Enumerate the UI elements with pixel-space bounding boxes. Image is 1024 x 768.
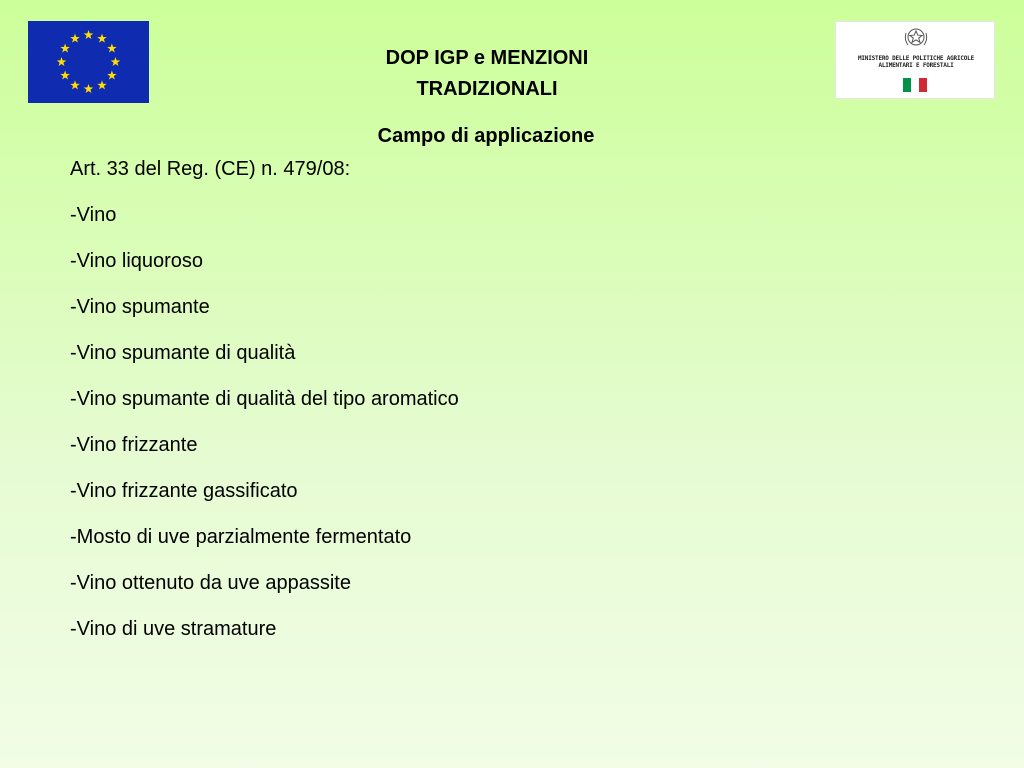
star-icon [107,44,117,53]
star-icon [84,84,94,93]
list-item: -Vino [70,204,117,226]
list-item: -Vino spumante di qualità del tipo aromatico [70,388,459,410]
star-icon [107,71,117,80]
ministry-logo [835,21,995,99]
slide-title-line2: TRADIZIONALI [416,78,558,100]
star-icon [111,57,121,66]
ministry-name-line1: MINISTERO DELLE POLITICHE AGRICOLE [857,55,975,62]
star-icon [70,80,80,89]
list-item: -Vino ottenuto da uve appassite [70,572,351,594]
list-item: -Mosto di uve parzialmente fermentato [70,526,412,548]
italian-republic-emblem-icon [836,22,996,56]
regulation-reference: Art. 33 del Reg. (CE) n. 479/08: [70,158,351,180]
slide-content [70,155,830,643]
list-item: -Vino frizzante [70,434,198,456]
eu-stars-circle [28,21,149,103]
wine-category-list [70,201,830,643]
italian-flag-icon [903,78,927,92]
star-icon [97,34,107,43]
star-icon [60,44,70,53]
slide-subtitle: Campo di applicazione [377,125,595,147]
list-item: -Vino spumante [70,296,210,318]
ministry-name-line2: ALIMENTARI E FORESTALI [878,62,954,69]
star-icon [60,71,70,80]
list-item: -Vino spumante di qualità [70,342,296,364]
star-icon [70,34,80,43]
slide-title-line1: DOP IGP e MENZIONI [385,47,589,69]
eu-flag-icon [28,21,149,103]
italian-flag-red-band [919,78,927,92]
star-icon [84,30,94,39]
list-item: -Vino liquoroso [70,250,204,272]
italian-flag-green-band [903,78,911,92]
star-icon [97,80,107,89]
list-item: -Vino frizzante gassificato [70,480,298,502]
italian-flag-white-band [911,78,919,92]
list-item: -Vino di uve stramature [70,618,277,640]
star-icon [57,57,67,66]
